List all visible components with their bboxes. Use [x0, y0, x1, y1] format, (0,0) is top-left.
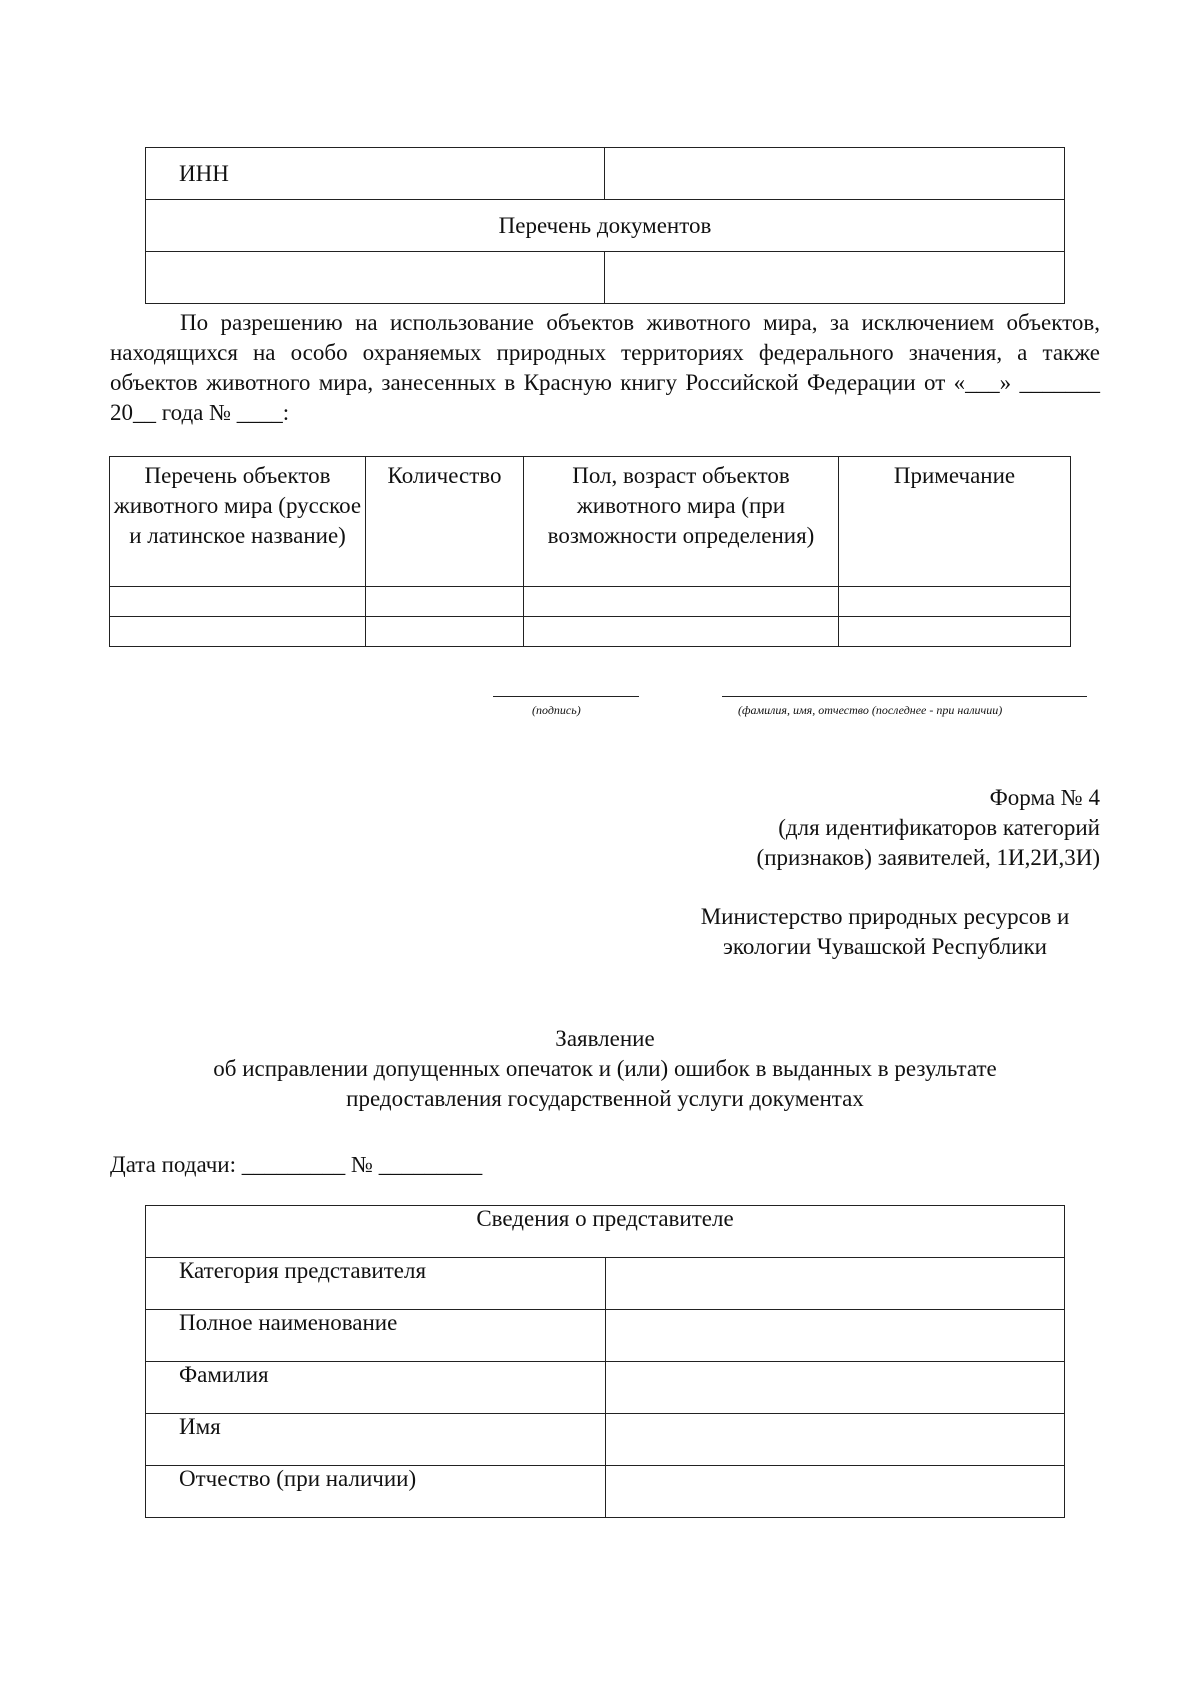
- name-line[interactable]: [722, 696, 1087, 697]
- table-cell[interactable]: [110, 587, 366, 617]
- inn-label: ИНН: [146, 148, 605, 200]
- table-row: [146, 1414, 1065, 1466]
- table-cell[interactable]: [839, 587, 1071, 617]
- surname-label: Фамилия: [146, 1362, 606, 1414]
- form-number: Форма № 4: [989, 785, 1100, 810]
- col-header-note: Примечание: [839, 457, 1071, 587]
- representative-category-value[interactable]: [606, 1258, 1065, 1310]
- documents-cell[interactable]: [605, 252, 1065, 304]
- application-subtitle-line1: об исправлении допущенных опечаток и (или) ошибок в выданных в результате: [213, 1056, 997, 1081]
- representative-header: Сведения о представителе: [146, 1206, 1065, 1258]
- col-header-quantity: Количество: [366, 457, 524, 587]
- first-name-label: Имя: [146, 1414, 606, 1466]
- table-cell[interactable]: [366, 587, 524, 617]
- form-note-line2: (признаков) заявителей, 1И,2И,3И): [756, 845, 1100, 870]
- inn-documents-table: [145, 147, 1065, 304]
- form-note-line1: (для идентификаторов категорий: [778, 815, 1100, 840]
- table-row: [146, 1362, 1065, 1414]
- representative-category-label: Категория представителя: [146, 1258, 606, 1310]
- application-subtitle-line2: предоставления государственной услуги документах: [346, 1086, 864, 1111]
- ministry-line1: Министерство природных ресурсов и: [700, 904, 1070, 929]
- patronymic-value[interactable]: [606, 1466, 1065, 1518]
- table-row: [146, 1466, 1065, 1518]
- first-name-value[interactable]: [606, 1414, 1065, 1466]
- table-row: [110, 617, 1071, 647]
- application-title: Заявление: [555, 1026, 655, 1051]
- signature-caption: (подпись): [532, 703, 581, 717]
- signature-line[interactable]: [493, 696, 639, 697]
- full-name-label: Полное наименование: [146, 1310, 606, 1362]
- fauna-objects-table: [109, 456, 1071, 647]
- surname-value[interactable]: [606, 1362, 1065, 1414]
- name-caption: (фамилия, имя, отчество (последнее - при наличии): [738, 703, 1003, 717]
- table-cell[interactable]: [366, 617, 524, 647]
- table-row: [146, 1258, 1065, 1310]
- documents-cell[interactable]: [146, 252, 605, 304]
- table-cell[interactable]: [524, 617, 839, 647]
- representative-table: [145, 1205, 1065, 1518]
- documents-list-header: Перечень документов: [146, 200, 1065, 252]
- col-header-objects: Перечень объектов животного мира (русское и латинское название): [110, 457, 366, 587]
- permission-paragraph: По разрешению на использование объектов животного мира, за исключением объектов, находящихся на особо охраняемых природных территориях федерального значения, а также объектов животного мира, занесенных в Красную книгу Российской Федерации от «___» _______ 20__ года № ____:: [110, 310, 1100, 425]
- table-row: [110, 587, 1071, 617]
- col-header-sex-age: Пол, возраст объектов животного мира (при возможности определения): [524, 457, 839, 587]
- table-row: [146, 1310, 1065, 1362]
- table-cell[interactable]: [839, 617, 1071, 647]
- patronymic-label: Отчество (при наличии): [146, 1466, 606, 1518]
- ministry-line2: экологии Чувашской Республики: [723, 934, 1047, 959]
- full-name-value[interactable]: [606, 1310, 1065, 1362]
- inn-value-cell[interactable]: [605, 148, 1065, 200]
- submission-date-line[interactable]: Дата подачи: _________ № _________: [110, 1152, 483, 1177]
- table-cell[interactable]: [524, 587, 839, 617]
- table-cell[interactable]: [110, 617, 366, 647]
